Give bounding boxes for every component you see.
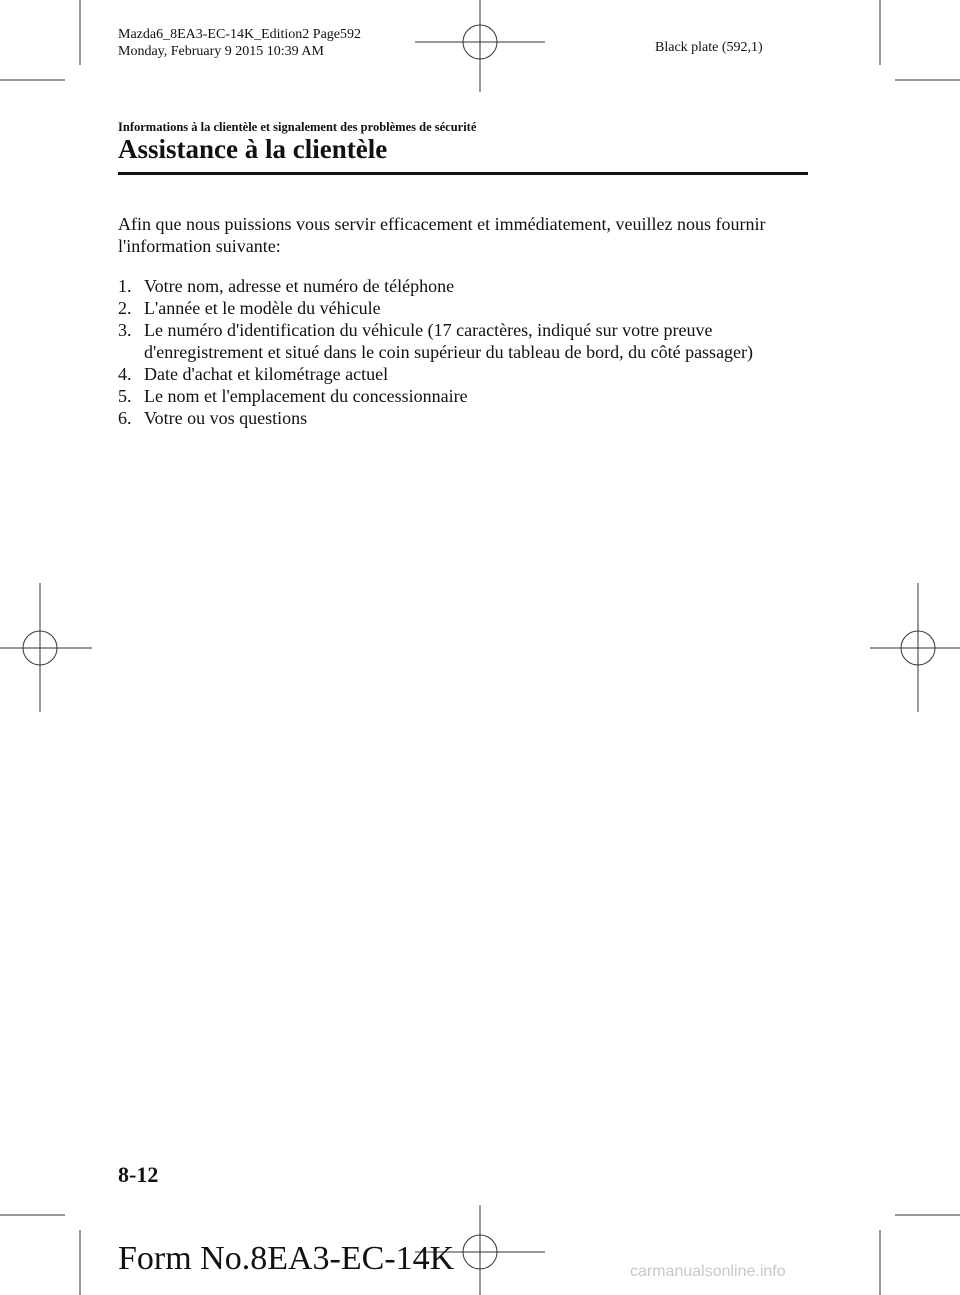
- list-item: 5. Le nom et l'emplacement du concessionnaire: [118, 386, 468, 406]
- list-item: 3. Le numéro d'identification du véhicule (17 caractères, indiqué sur votre preuve d'enregistrement et situé dans le coin supérieur du tableau de bord, du côté passager): [118, 320, 754, 362]
- section-label: Informations à la clientèle et signalement des problèmes de sécurité: [118, 120, 477, 134]
- body-content: [118, 213, 808, 429]
- title-rule: [118, 172, 808, 175]
- list-item: 6. Votre ou vos questions: [118, 408, 308, 428]
- slug-filename: Mazda6_8EA3-EC-14K_Edition2 Page592: [118, 27, 362, 42]
- intro-paragraph: Afin que nous puissions vous servir efficacement et immédiatement, veuillez nous fournir l'information suivante:: [118, 214, 766, 256]
- form-number: Form No.8EA3-EC-14K: [118, 1240, 455, 1277]
- list-item: 2. L'année et le modèle du véhicule: [118, 298, 381, 318]
- list-item: 4. Date d'achat et kilométrage actuel: [118, 364, 389, 384]
- page-number: 8-12: [118, 1162, 159, 1187]
- slug-date: Monday, February 9 2015 10:39 AM: [118, 44, 324, 59]
- print-slug: [118, 26, 361, 60]
- list-item: 1. Votre nom, adresse et numéro de téléphone: [118, 276, 455, 296]
- page-title: Assistance à la clientèle: [118, 134, 388, 164]
- info-list: [118, 275, 808, 429]
- plate-label: Black plate (592,1): [655, 40, 763, 55]
- watermark: carmanualsonline.info: [630, 1263, 786, 1280]
